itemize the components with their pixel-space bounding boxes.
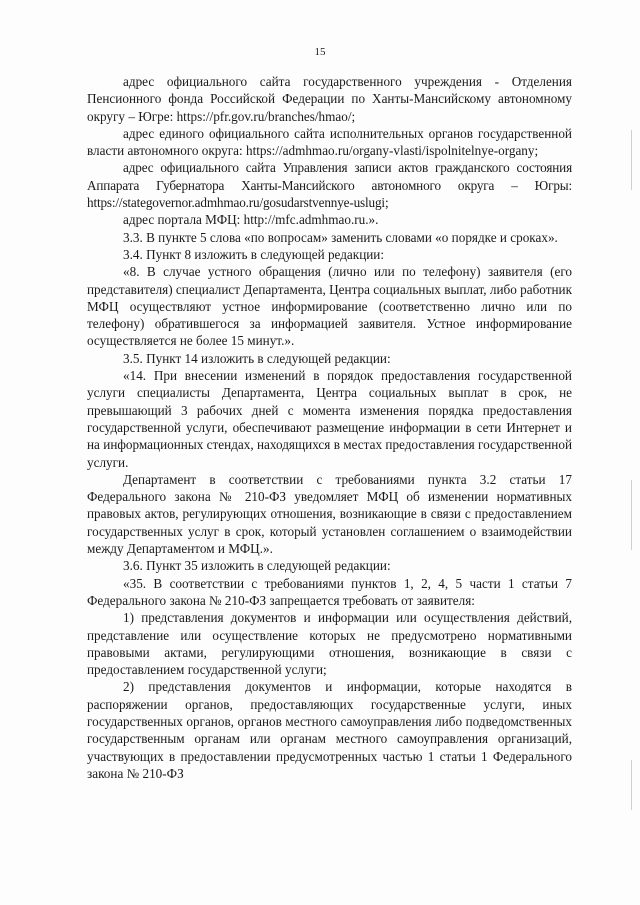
paragraph-item-35: «35. В соответствии с требованиями пунктов 1, 2, 4, 5 части 1 статьи 7 Федерального закона № 210-ФЗ запрещается требовать от заявителя: [87,575,572,608]
paragraph-list-item-1: 1) представления документов и информации или осуществления действий, представление или осуществление которых не предусмотрено нормативными правовыми актами, регулирующими отношения, возникающие в связи с предоставлением государственной услуги; [87,610,572,678]
scan-edge-mark [631,480,632,550]
paragraph-department-notice: Департамент в соответствии с требованиями пункта 3.2 статьи 17 Федерального закона № 210-ФЗ уведомляет МФЦ об изменении нормативных правовых актов, регулирующих отношения, возникающие в связи с предоставлением государственных услуг в срок, который установлен соглашением о взаимодействии между Департаментом и МФЦ.». [87,471,572,557]
paragraph-zags-site: адрес официального сайта Управления записи актов гражданского состояния Аппарата Губернатора Ханты-Мансийского автономного округа – Югры: https://stategovernor.admhmao.ru/gosudarstvennye-uslugi; [87,160,572,211]
paragraph-3-6: 3.6. Пункт 35 изложить в следующей редакции: [123,558,391,574]
document-body [87,73,572,782]
paragraph-item-14: «14. При внесении изменений в порядок предоставления государственной услуги специалисты Департамента, Центра социальных выплат в срок, не превышающий 3 рабочих дней с момента изменения порядка предоставления государственной услуги, обеспечивают размещение информации в сети Интернет и на информационных стендах, находящихся в местах предоставления государственной услуги. [87,368,572,470]
scan-edge-mark [631,130,632,190]
paragraph-item-8: «8. В случае устного обращения (лично или по телефону) заявителя (его представителя) специалист Департамента, Центра социальных выплат, либо работник МФЦ осуществляют устное информирование (соответственно лично или по телефону) обратившегося за информацией заявителя. Устное информирование осуществляется не более 15 минут.». [87,264,572,349]
page-number: 15 [314,46,326,58]
paragraph-3-5: 3.5. Пункт 14 изложить в следующей редакции: [123,350,391,366]
paragraph-3-4: 3.4. Пункт 8 изложить в следующей редакции: [123,246,385,262]
paragraph-pfr-site: адрес официального сайта государственного учреждения - Отделения Пенсионного фонда Российской Федерации по Ханты-Мансийскому автономному округу – Югре: https://pfr.gov.ru/branches/hmao/; [87,74,572,124]
paragraph-list-item-2: 2) представления документов и информации, которые находятся в распоряжении органов, предоставляющих государственные услуги, иных государственных органов, органов местного самоуправления либо подведомственных государственным органам или органам местного самоуправления организаций, участвующих в предоставлении предусмотренных частью 1 статьи 1 Федерального закона № 210-ФЗ [87,679,572,781]
paragraph-3-3: 3.3. В пункте 5 слова «по вопросам» заменить словами «о порядке и сроках». [123,229,558,245]
paragraph-mfc-portal: адрес портала МФЦ: http://mfc.admhmao.ru.». [123,212,379,228]
paragraph-gov-site: адрес единого официального сайта исполнительных органов государственной власти автономного округа: https://admhmao.ru/organy-vlasti/ispolnitelnye-organy; [87,125,572,159]
scan-edge-mark [631,760,632,810]
